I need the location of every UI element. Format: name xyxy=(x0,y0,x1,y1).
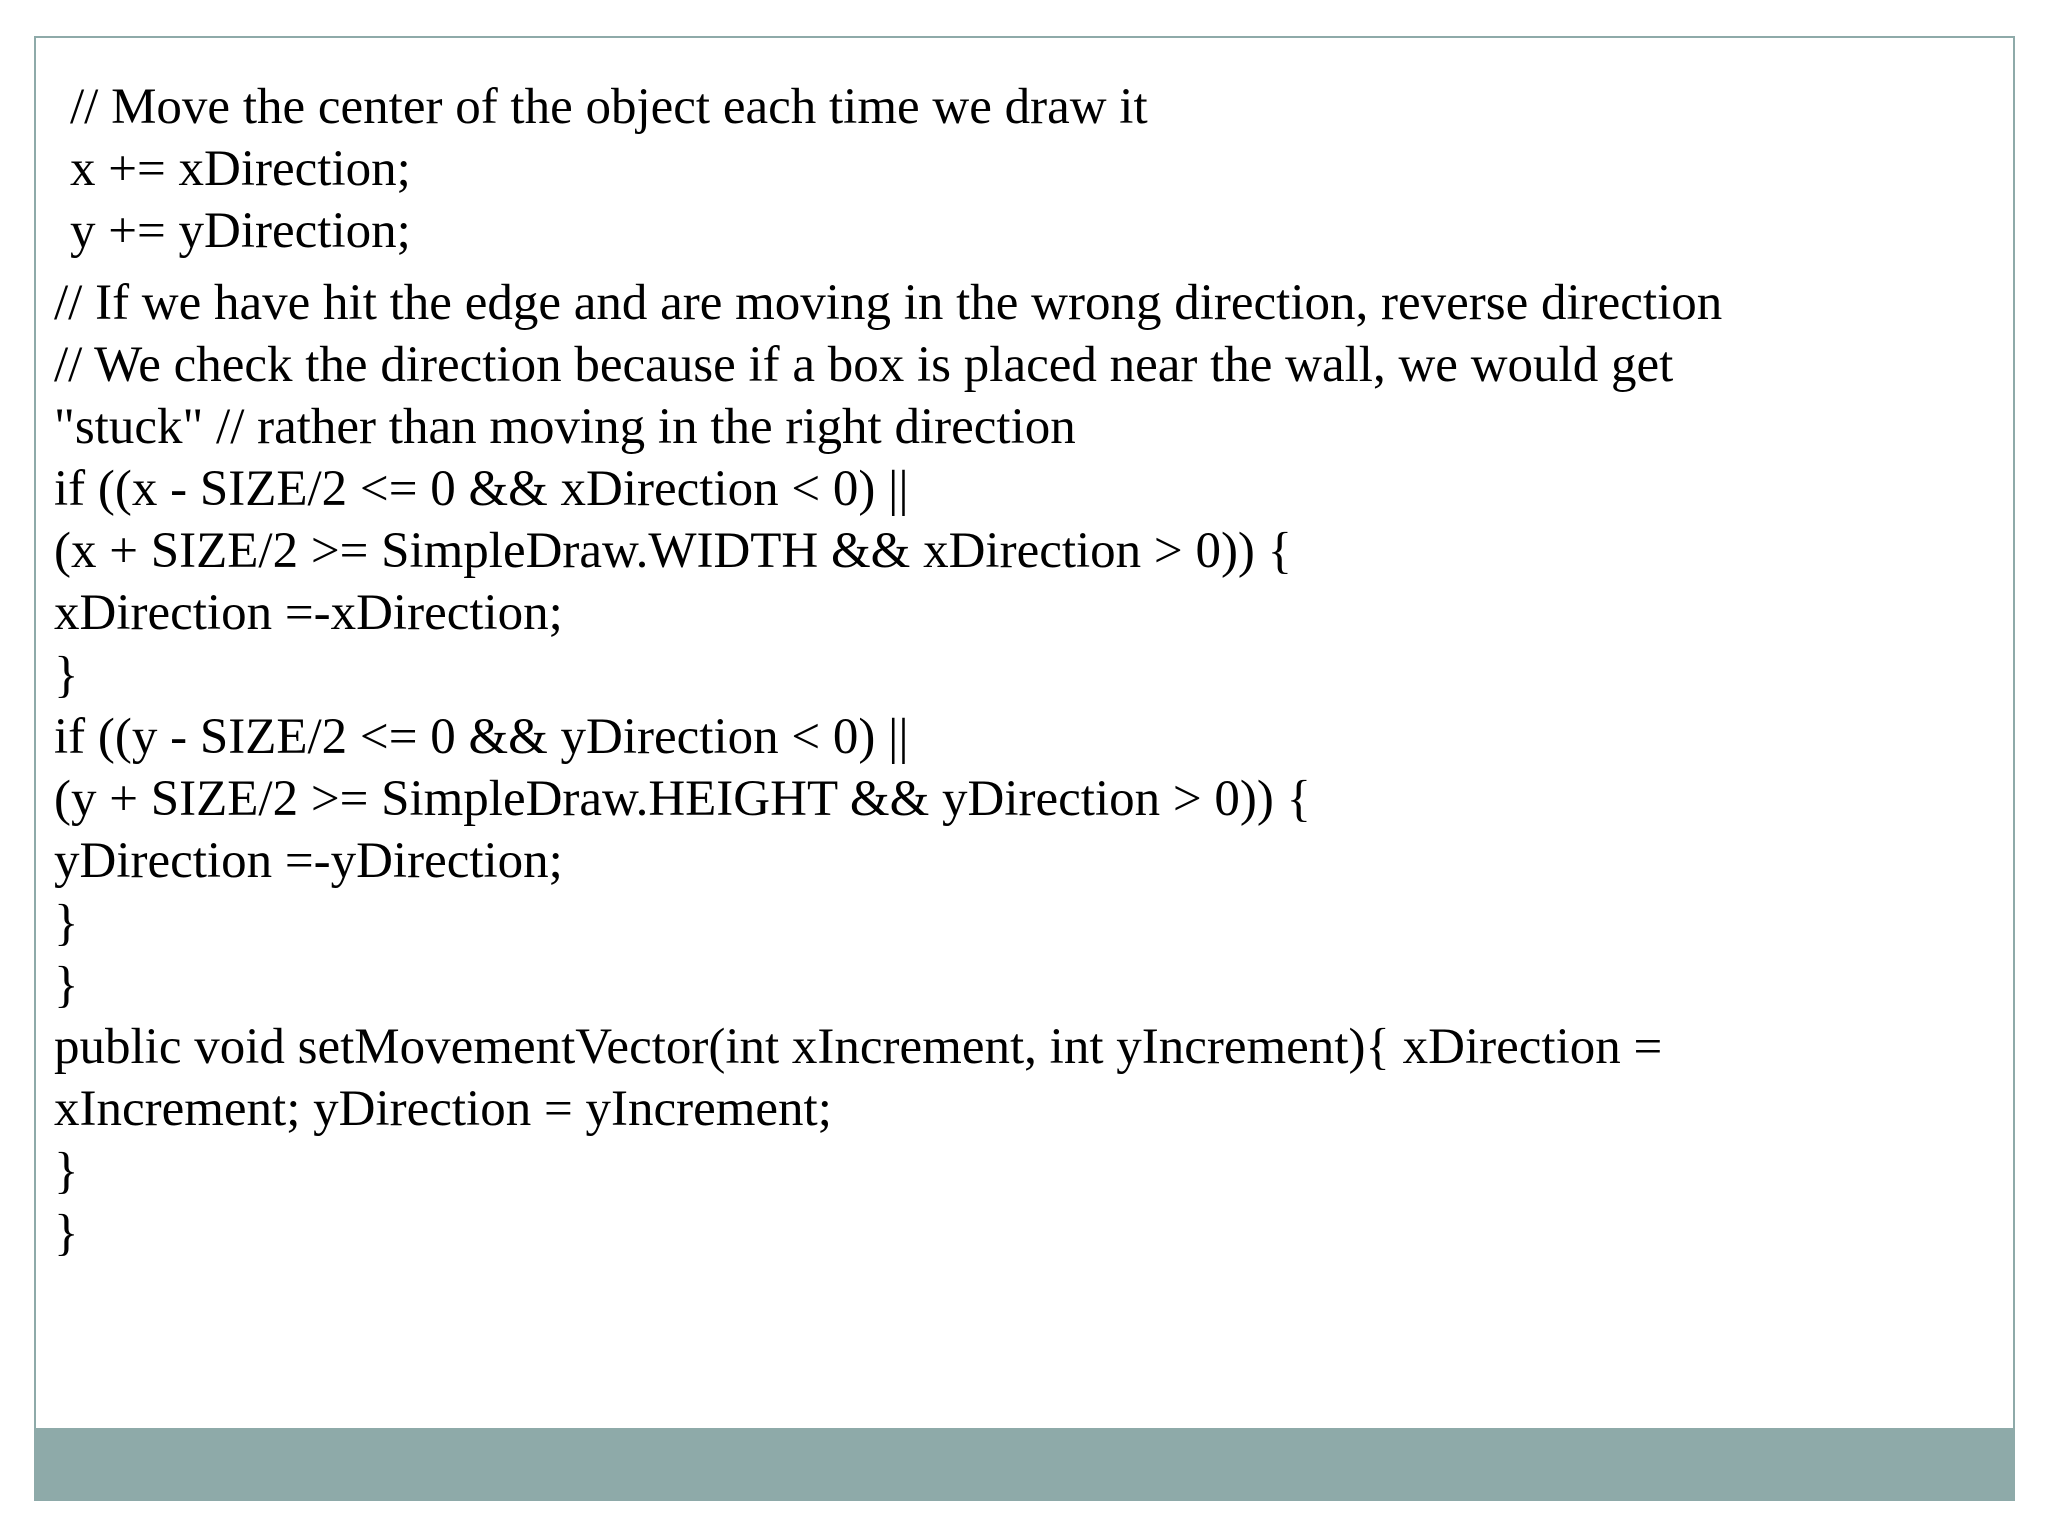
code-line: (y + SIZE/2 >= SimpleDraw.HEIGHT && yDirection > 0)) { xyxy=(54,771,1312,827)
code-line: } xyxy=(54,895,79,951)
code-content xyxy=(54,76,1994,1264)
code-line: (x + SIZE/2 >= SimpleDraw.WIDTH && xDirection > 0)) { xyxy=(54,523,1293,579)
code-line: yDirection =-yDirection; xyxy=(54,833,563,889)
code-line: } xyxy=(54,647,79,703)
code-line: xIncrement; yDirection = yIncrement; xyxy=(54,1081,832,1137)
code-line: xDirection =-xDirection; xyxy=(54,585,563,641)
code-line: x += xDirection; xyxy=(70,141,411,197)
code-block-edge-check xyxy=(54,272,1994,1264)
code-line: if ((y - SIZE/2 <= 0 && yDirection < 0) || xyxy=(54,709,909,765)
code-line: } xyxy=(54,1205,79,1261)
code-line: y += yDirection; xyxy=(70,203,411,259)
code-line: // Move the center of the object each time we draw it xyxy=(70,79,1148,135)
code-line: public void setMovementVector(int xIncrement, int yIncrement){ xDirection = xyxy=(54,1019,1663,1075)
code-line: // If we have hit the edge and are moving in the wrong direction, reverse direction xyxy=(54,275,1723,331)
code-line: // We check the direction because if a box is placed near the wall, we would get xyxy=(54,337,1674,393)
code-line: } xyxy=(54,957,79,1013)
footer-bar xyxy=(36,1428,2013,1499)
code-line: if ((x - SIZE/2 <= 0 && xDirection < 0) || xyxy=(54,461,909,517)
code-block-movement xyxy=(54,76,1994,262)
code-line: } xyxy=(54,1143,79,1199)
code-line: "stuck" // rather than moving in the right direction xyxy=(54,399,1076,455)
slide-frame xyxy=(34,36,2015,1501)
